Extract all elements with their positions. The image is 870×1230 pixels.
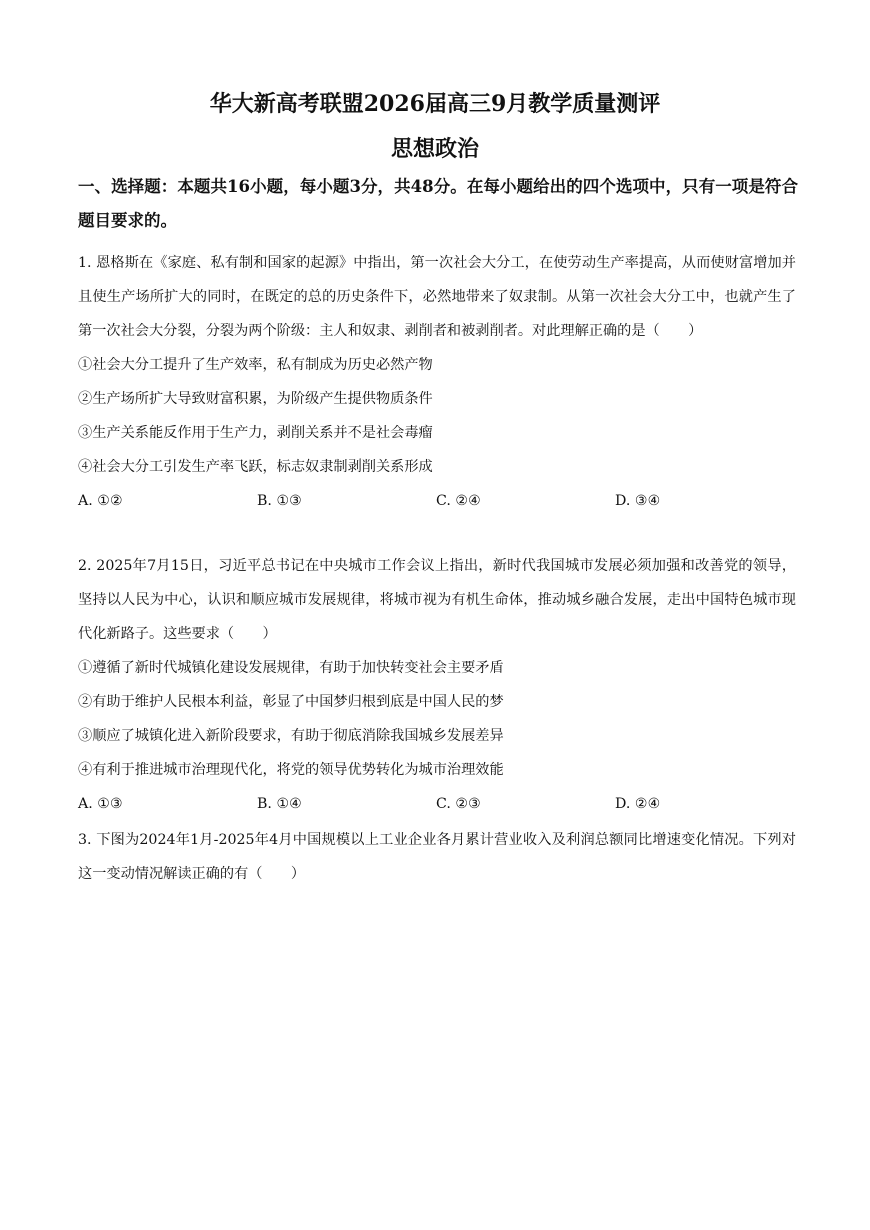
statement-4: ④有利于推进城市治理现代化，将党的领导优势转化为城市治理效能 [78,762,504,778]
answer-choices [78,484,796,518]
choice-a[interactable]: A. ①③ [78,796,123,812]
question-2 [78,549,796,821]
question-stem: 1. 恩格斯在《家庭、私有制和国家的起源》中指出，第一次社会大分工，在使劳动生产率提高，从而使财富增加并且使生产场所扩大的同时，在既定的总的历史条件下，必然地带来了奴隶制。从第一次社会大分工中，也就产生了第一次社会大分裂，分裂为两个阶级：主人和奴隶、剥削者和被剥削者。对此理解正确的是（ ） [78,255,796,339]
exam-title: 华大新高考联盟2026届高三9月教学质量测评 [209,91,661,117]
choice-c[interactable]: C. ②③ [436,796,481,812]
answer-choices [78,787,796,821]
question-stem: 3. 下图为2024年1月-2025年4月中国规模以上工业企业各月累计营业收入及利润总额同比增速变化情况。下列对这一变动情况解读正确的有（ ） [78,832,796,882]
statement-4: ④社会大分工引发生产率飞跃，标志奴隶制剥削关系形成 [78,459,433,475]
question-1 [78,246,796,518]
statement-2: ②有助于维护人民根本利益，彰显了中国梦归根到底是中国人民的梦 [78,694,504,710]
statement-3: ③生产关系能反作用于生产力，剥削关系并不是社会毒瘤 [78,425,433,441]
statement-1: ①遵循了新时代城镇化建设发展规律，有助于加快转变社会主要矛盾 [78,660,504,676]
choice-b[interactable]: B. ①③ [257,493,302,509]
choice-d[interactable]: D. ③④ [615,493,661,509]
choice-b[interactable]: B. ①④ [257,796,302,812]
statement-1: ①社会大分工提升了生产效率，私有制成为历史必然产物 [78,357,433,373]
choice-a[interactable]: A. ①② [78,493,123,509]
subject-title: 思想政治 [390,136,479,162]
choice-d[interactable]: D. ②④ [615,796,661,812]
section-heading: 一、选择题：本题共16小题，每小题3分，共48分。在每小题给出的四个选项中，只有一项是符合题目要求的。 [78,177,798,230]
statement-2: ②生产场所扩大导致财富积累，为阶级产生提供物质条件 [78,391,433,407]
question-3 [78,823,796,891]
choice-c[interactable]: C. ②④ [436,493,481,509]
question-stem: 2. 2025年7月15日，习近平总书记在中央城市工作会议上指出，新时代我国城市发展必须加强和改善党的领导，坚持以人民为中心，认识和顺应城市发展规律，将城市视为有机生命体，推动城乡融合发展，走出中国特色城市现代化新路子。这些要求（ ） [78,558,796,642]
statement-3: ③顺应了城镇化进入新阶段要求，有助于彻底消除我国城乡发展差异 [78,728,504,744]
